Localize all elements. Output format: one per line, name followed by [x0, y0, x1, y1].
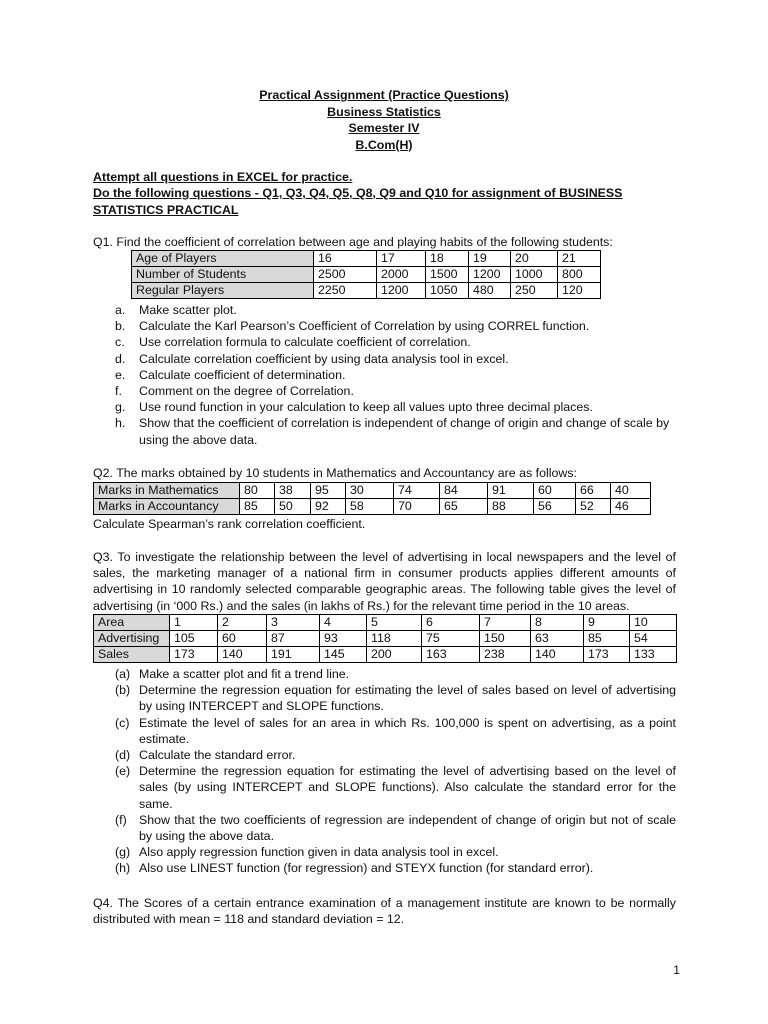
- table-cell: Sales: [94, 647, 170, 663]
- list-item: [115, 860, 676, 876]
- table-cell: 145: [320, 647, 367, 663]
- list-item-text: Use correlation formula to calculate coefficient of correlation.: [139, 335, 471, 350]
- document-header: [0, 87, 768, 153]
- list-item: [115, 812, 676, 844]
- table-cell: 2000: [377, 267, 426, 283]
- table-cell: 19: [469, 251, 511, 267]
- table-cell: Regular Players: [132, 283, 314, 299]
- list-marker: (d): [115, 748, 131, 763]
- table-cell: 70: [394, 499, 440, 515]
- table-cell: 133: [630, 647, 677, 663]
- table-cell: 54: [630, 631, 677, 647]
- table-cell: Marks in Accountancy: [94, 499, 240, 515]
- instruction-practice: Attempt all questions in EXCEL for practice.: [93, 170, 353, 184]
- list-item: [115, 367, 676, 383]
- list-item-text: Determine the regression equation for estimating the level of sales based on level of advertising by using INTERCEPT and SLOPE functions.: [139, 683, 676, 714]
- q1-table: [131, 250, 601, 299]
- table-cell: 1050: [426, 283, 469, 299]
- q3-subquestions: [115, 666, 676, 877]
- table-row: [132, 283, 601, 299]
- table-cell: 238: [480, 647, 531, 663]
- list-item-text: Comment on the degree of Correlation.: [139, 384, 354, 399]
- list-item: [115, 682, 676, 714]
- q3-text: Q3. To investigate the relationship between the level of advertising in local newspapers and the level of sales, the marketing manager of a national firm in consumer products applies different amounts of advertising in 10 randomly selected comparable geographic areas. The following table gives the level of advertising (in ‘000 Rs.) and the sales (in lakhs of Rs.) for the relevant time period in the 10 areas.: [93, 550, 676, 613]
- list-item-text: Also apply regression function given in data analysis tool in excel.: [139, 845, 499, 860]
- table-cell: 200: [367, 647, 422, 663]
- table-cell: 58: [346, 499, 394, 515]
- list-marker: (g): [115, 845, 131, 860]
- list-item: [115, 383, 676, 399]
- q4-text: Q4. The Scores of a certain entrance examination of a management institute are known to be normally distributed with mean = 118 and standard deviation = 12.: [93, 896, 676, 927]
- list-marker: (b): [115, 683, 131, 698]
- table-cell: Number of Students: [132, 267, 314, 283]
- table-cell: 65: [440, 499, 488, 515]
- list-marker: (f): [115, 812, 127, 827]
- table-row: [132, 251, 601, 267]
- list-item: [115, 415, 676, 447]
- list-item-text: Make scatter plot.: [139, 303, 237, 317]
- list-marker: b.: [115, 319, 126, 334]
- q2-instruction: Calculate Spearman’s rank correlation coefficient.: [93, 517, 366, 531]
- list-item-text: Calculate the standard error.: [139, 748, 296, 763]
- table-cell: 88: [488, 499, 534, 515]
- table-cell: 74: [394, 483, 440, 499]
- list-item-text: Make a scatter plot and fit a trend line.: [139, 667, 350, 681]
- table-cell: 2: [218, 615, 267, 631]
- table-row: [94, 483, 651, 499]
- list-marker: h.: [115, 416, 126, 431]
- list-marker: (h): [115, 861, 131, 876]
- table-cell: 8: [531, 615, 584, 631]
- q1-text: Q1. Find the coefficient of correlation between age and playing habits of the following students:: [93, 235, 613, 249]
- list-marker: e.: [115, 367, 126, 382]
- table-cell: 173: [170, 647, 218, 663]
- table-cell: 18: [426, 251, 469, 267]
- list-marker: g.: [115, 400, 126, 415]
- list-item-text: Calculate the Karl Pearson’s Coefficient of Correlation by using CORREL function.: [139, 319, 590, 334]
- table-cell: 50: [275, 499, 311, 515]
- table-row: [94, 631, 677, 647]
- table-cell: 17: [377, 251, 426, 267]
- table-cell: 7: [480, 615, 531, 631]
- table-row: [94, 647, 677, 663]
- list-item-text: Calculate correlation coefficient by using data analysis tool in excel.: [139, 351, 509, 366]
- semester-title: Semester IV: [348, 121, 420, 135]
- table-cell: 16: [314, 251, 377, 267]
- subject-title: Business Statistics: [327, 104, 441, 119]
- table-cell: 1000: [511, 267, 558, 283]
- table-cell: 75: [422, 631, 480, 647]
- table-cell: 6: [422, 615, 480, 631]
- table-cell: 95: [311, 483, 346, 499]
- table-cell: 52: [576, 499, 611, 515]
- table-cell: Age of Players: [132, 251, 314, 267]
- list-item: [115, 318, 676, 334]
- page-number: 1: [673, 963, 680, 977]
- table-cell: 800: [558, 267, 601, 283]
- table-cell: 85: [240, 499, 275, 515]
- table-cell: 56: [534, 499, 576, 515]
- table-cell: 105: [170, 631, 218, 647]
- q1-subquestions: [115, 302, 676, 448]
- table-cell: 38: [275, 483, 311, 499]
- list-marker: (e): [115, 764, 131, 779]
- table-cell: 1200: [377, 283, 426, 299]
- table-cell: 163: [422, 647, 480, 663]
- table-cell: 20: [511, 251, 558, 267]
- table-cell: 87: [267, 631, 320, 647]
- table-cell: 46: [611, 499, 651, 515]
- table-cell: 118: [367, 631, 422, 647]
- list-item: [115, 351, 676, 367]
- table-cell: 10: [630, 615, 677, 631]
- table-cell: 91: [488, 483, 534, 499]
- assignment-title: Practical Assignment (Practice Questions): [259, 88, 509, 102]
- list-item-text: Show that the coefficient of correlation is independent of change of origin and change of scale by using the above data.: [139, 416, 670, 447]
- table-cell: 30: [346, 483, 394, 499]
- table-cell: 1200: [469, 267, 511, 283]
- list-item: [115, 844, 676, 860]
- table-cell: 3: [267, 615, 320, 631]
- q2-table: [93, 482, 651, 515]
- table-cell: 1500: [426, 267, 469, 283]
- table-cell: 9: [584, 615, 630, 631]
- list-marker: d.: [115, 351, 126, 366]
- instruction-assignment: Do the following questions - Q1, Q3, Q4, Q5, Q8, Q9 and Q10 for assignment of BUSINESS STATISTICS PRACTICAL: [93, 186, 623, 217]
- list-item-text: Estimate the level of sales for an area in which Rs. 100,000 is spent on advertising, as a point estimate.: [139, 715, 676, 746]
- table-cell: 150: [480, 631, 531, 647]
- table-cell: 21: [558, 251, 601, 267]
- table-cell: 66: [576, 483, 611, 499]
- table-cell: 480: [469, 283, 511, 299]
- table-row: [94, 499, 651, 515]
- list-marker: (a): [115, 667, 131, 681]
- q2-text: Q2. The marks obtained by 10 students in Mathematics and Accountancy are as follows:: [93, 466, 577, 480]
- list-item: [115, 666, 676, 682]
- list-item: [115, 399, 676, 415]
- table-cell: 60: [218, 631, 267, 647]
- table-cell: 93: [320, 631, 367, 647]
- list-item: [115, 747, 676, 763]
- table-cell: 191: [267, 647, 320, 663]
- table-row: [94, 615, 677, 631]
- table-cell: 140: [531, 647, 584, 663]
- list-marker: (c): [115, 715, 130, 730]
- list-item-text: Use round function in your calculation to keep all values upto three decimal places.: [139, 400, 593, 415]
- table-cell: 4: [320, 615, 367, 631]
- table-cell: 173: [584, 647, 630, 663]
- table-cell: 63: [531, 631, 584, 647]
- list-item-text: Also use LINEST function (for regression) and STEYX function (for standard error).: [139, 861, 594, 876]
- table-cell: 80: [240, 483, 275, 499]
- table-cell: Marks in Mathematics: [94, 483, 240, 499]
- list-item: [115, 715, 676, 747]
- table-cell: 60: [534, 483, 576, 499]
- table-cell: 2500: [314, 267, 377, 283]
- table-cell: 92: [311, 499, 346, 515]
- list-marker: a.: [115, 303, 126, 317]
- list-marker: f.: [115, 384, 122, 399]
- table-cell: 250: [511, 283, 558, 299]
- table-cell: Advertising: [94, 631, 170, 647]
- table-cell: 1: [170, 615, 218, 631]
- list-item-text: Show that the two coefficients of regression are independent of change of origin but not of scale by using the above data.: [139, 812, 676, 844]
- table-cell: 40: [611, 483, 651, 499]
- table-row: [132, 267, 601, 283]
- list-marker: c.: [115, 335, 125, 350]
- table-cell: 84: [440, 483, 488, 499]
- list-item: [115, 763, 676, 812]
- table-cell: 85: [584, 631, 630, 647]
- table-cell: 140: [218, 647, 267, 663]
- table-cell: 120: [558, 283, 601, 299]
- list-item-text: Determine the regression equation for estimating the level of advertising based on the level of sales (by using INTERCEPT and SLOPE functions). Also calculate the standard error for the same.: [139, 764, 676, 811]
- list-item: [115, 334, 676, 350]
- table-cell: Area: [94, 615, 170, 631]
- table-cell: 5: [367, 615, 422, 631]
- list-item: [115, 302, 676, 318]
- table-cell: 2250: [314, 283, 377, 299]
- course-title: B.Com(H): [355, 137, 413, 152]
- list-item-text: Calculate coefficient of determination.: [139, 367, 346, 382]
- q3-table: [93, 614, 677, 663]
